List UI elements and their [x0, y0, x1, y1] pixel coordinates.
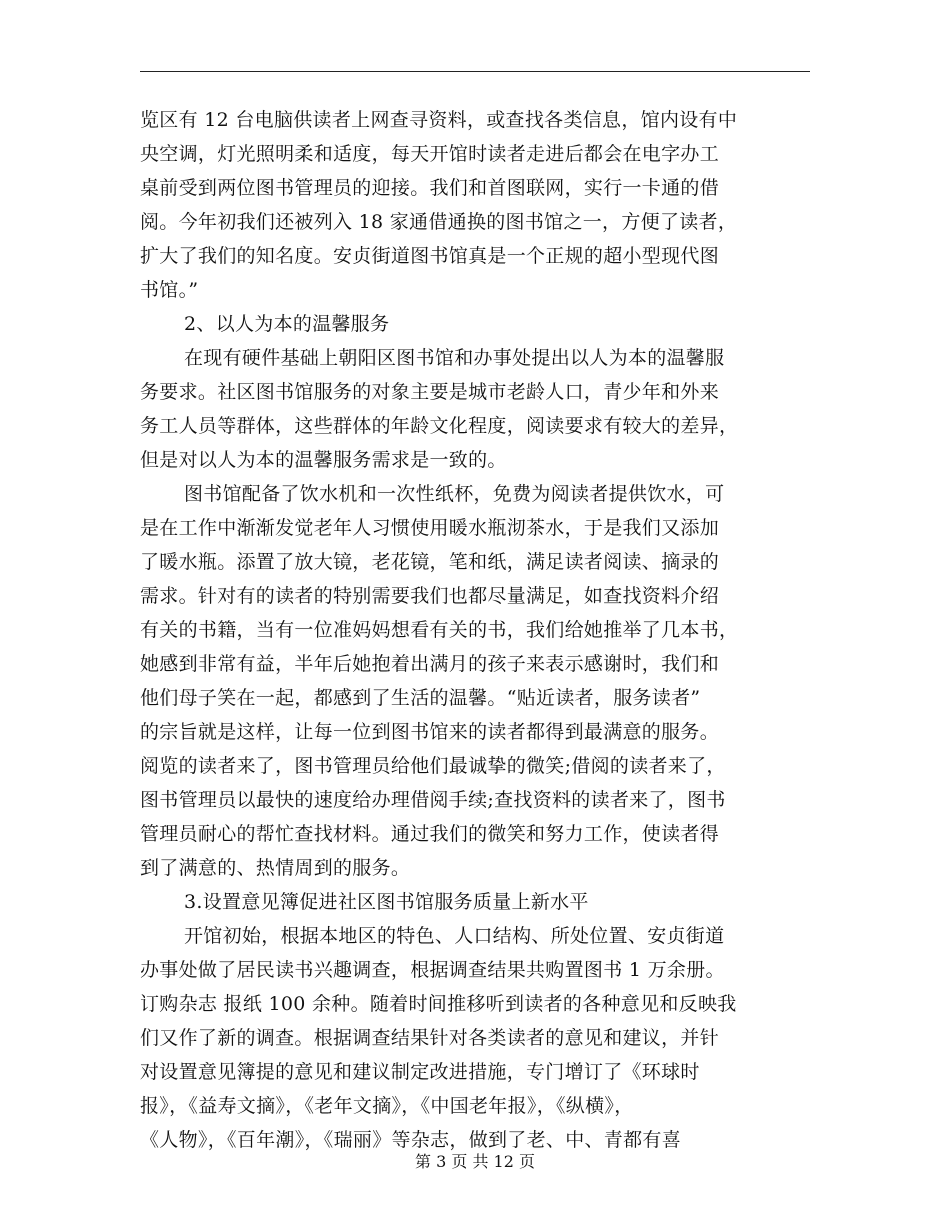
body-line: 是在工作中渐渐发觉老年人习惯使用暖水瓶沏茶水，于是我们又添加 — [140, 517, 720, 539]
body-line: 对设置意见簿提的意见和建议制定改进措施，专门增订了《环球时 — [140, 1061, 700, 1083]
body-line: 桌前受到两位图书管理员的迎接。我们和首图联网，实行一卡通的借 — [140, 177, 720, 199]
body-line: 《人物》，《百年潮》，《瑞丽》等杂志，做到了老、中、青都有喜 — [140, 1129, 682, 1151]
section-heading: 3.设置意见簿促进社区图书馆服务质量上新水平 — [184, 891, 589, 913]
body-line: 她感到非常有益，半年后她抱着出满月的孩子来表示感谢时，我们和 — [140, 653, 720, 675]
document-body — [140, 103, 810, 1157]
body-line: 了暖水瓶。添置了放大镜，老花镜，笔和纸，满足读者阅读、摘录的 — [140, 551, 720, 573]
body-line: 办事处做了居民读书兴趣调查，根据调查结果共购置图书 1 万余册。 — [140, 959, 725, 981]
body-line: 报》，《益寿文摘》，《老年文摘》，《中国老年报》，《纵横》， — [140, 1095, 634, 1117]
section-heading: 2、以人为本的温馨服务 — [184, 313, 390, 335]
body-line: 在现有硬件基础上朝阳区图书馆和办事处提出以人为本的温馨服 — [184, 347, 725, 369]
body-line: 开馆初始，根据本地区的特色、人口结构、所处位置、安贞街道 — [184, 925, 725, 947]
body-line: 订购杂志 报纸 100 余种。随着时间推移听到读者的各种意见和反映我 — [140, 993, 737, 1015]
body-line: 的宗旨就是这样，让每一位到图书馆来的读者都得到最满意的服务。 — [140, 721, 720, 743]
body-line: 管理员耐心的帮忙查找材料。通过我们的微笑和努力工作，使读者得 — [140, 823, 720, 845]
body-line: 到了满意的、热情周到的服务。 — [140, 857, 411, 879]
page-number-footer: 第 3 页 共 12 页 — [415, 1152, 535, 1171]
body-line: 们又作了新的调查。根据调查结果针对各类读者的意见和建议，并针 — [140, 1027, 720, 1049]
body-line: 他们母子笑在一起，都感到了生活的温馨。“贴近读者，服务读者” — [140, 687, 701, 709]
body-line: 但是对以人为本的温馨服务需求是一致的。 — [140, 449, 507, 471]
body-line: 有关的书籍，当有一位准妈妈想看有关的书，我们给她推举了几本书， — [140, 619, 739, 641]
body-line: 图书馆配备了饮水机和一次性纸杯，免费为阅读者提供饮水，可 — [184, 483, 725, 505]
header-rule — [140, 71, 810, 72]
body-line: 需求。针对有的读者的特别需要我们也都尽量满足，如查找资料介绍 — [140, 585, 720, 607]
body-line: 书馆。” — [140, 279, 199, 301]
body-line: 阅。今年初我们还被列入 18 家通借通换的图书馆之一，方便了读者， — [140, 211, 738, 233]
body-line: 览区有 12 台电脑供读者上网查寻资料，或查找各类信息，馆内设有中 — [140, 109, 738, 131]
body-line: 务工人员等群体，这些群体的年龄文化程度，阅读要求有较大的差异， — [140, 415, 739, 437]
body-line: 务要求。社区图书馆服务的对象主要是城市老龄人口，青少年和外来 — [140, 381, 720, 403]
body-line: 扩大了我们的知名度。安贞街道图书馆真是一个正规的超小型现代图 — [140, 245, 720, 267]
body-line: 阅览的读者来了，图书管理员给他们最诚挚的微笑;借阅的读者来了， — [140, 755, 726, 777]
body-line: 央空调，灯光照明柔和适度，每天开馆时读者走进后都会在电字办工 — [140, 143, 720, 165]
body-line: 图书管理员以最快的速度给办理借阅手续;查找资料的读者来了，图书 — [140, 789, 726, 811]
